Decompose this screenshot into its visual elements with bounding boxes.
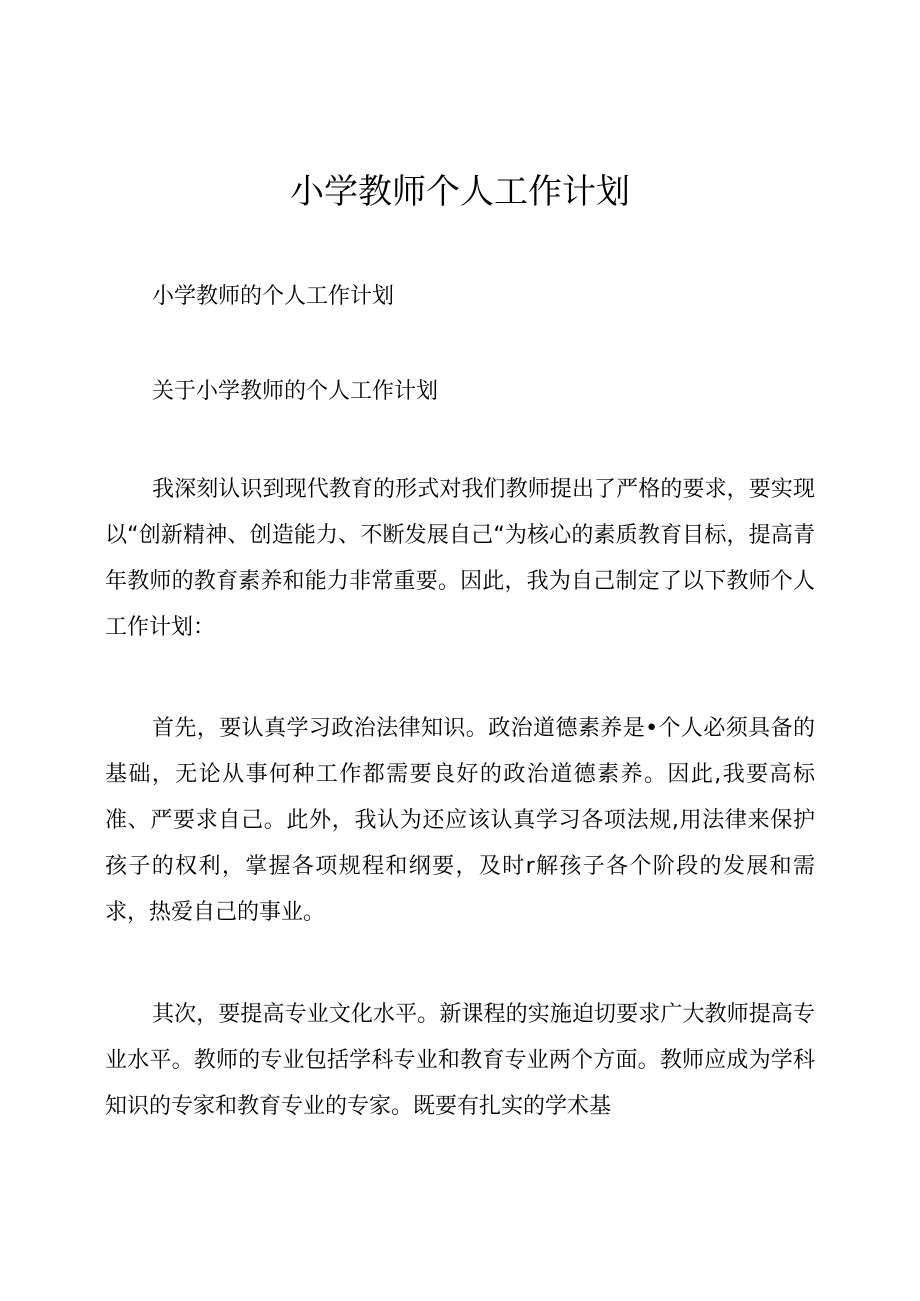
paragraph-first-point: 首先，要认真学习政治法律知识。政治道德素养是•个人必须具备的基础，无论从事何种工作都需要良好的政治道德素养。因此,我要高标准、严要求自己。此外，我认为还应该认真学习各项法规,用法律来保护孩子的权利，掌握各项规程和纲要，及时r解孩子各个阶段的发展和需求，热爱自己的事业。: [105, 716, 815, 925]
paragraph-second-point: 其次，要提高专业文化水平。新课程的实施迫切要求广大教师提高专业水平。教师的专业包括学科专业和教育专业两个方面。教师应成为学科知识的专家和教育专业的专家。既要有扎实的学术基: [105, 1002, 815, 1119]
paragraph-intro: 我深刻认识到现代教育的形式对我们教师提出了严格的要求，要实现以“创新精神、创造能力、不断发展自己“为核心的素质教育目标，提高青年教师的教育素养和能力非常重要。因此，我为自己制定了以下教师个人工作计划：: [105, 477, 815, 640]
subtitle-line-about: 关于小学教师的个人工作计划: [152, 379, 439, 404]
document-title: 小学教师个人工作计划: [290, 172, 630, 212]
subtitle-line: 小学教师的个人工作计划: [152, 284, 395, 309]
